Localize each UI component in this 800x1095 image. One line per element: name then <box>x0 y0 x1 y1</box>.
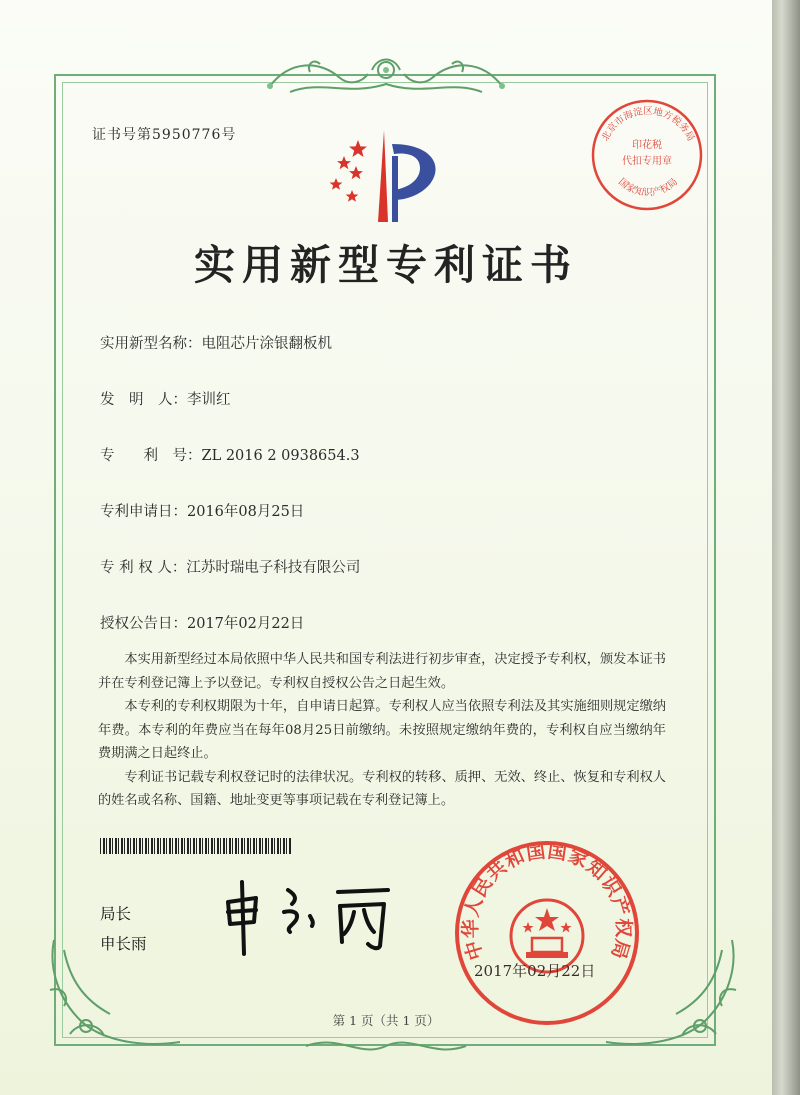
svg-text:北京市海淀区地方税务局 <box>599 105 696 143</box>
field-value: 电阻芯片涂银翻板机 <box>201 336 332 352</box>
field-patentee <box>100 556 360 577</box>
field-utility-model-name <box>100 332 332 353</box>
tax-stamp-lower-text: 国家知识产权局 <box>616 176 680 199</box>
field-grant-date <box>100 612 304 633</box>
field-value: 2017年02月22日 <box>187 616 305 632</box>
field-application-date <box>100 500 304 521</box>
field-label: 发 明 人： <box>100 392 187 408</box>
bottom-center-ornament <box>300 1034 472 1058</box>
field-value: 江苏时瑞电子科技有限公司 <box>186 560 361 576</box>
body-paragraph: 本专利的专利权期限为十年，自申请日起算。专利权人应当依照专利法及其实施细则规定缴纳年费。本专利的年费应当在每年08月25日前缴纳。未按照规定缴纳年费的，专利权自应当缴纳年费期满之日起终止。 <box>98 699 666 761</box>
patent-office-logo <box>322 126 452 226</box>
field-inventor <box>100 388 231 409</box>
seal-arc-text: 中华人民共和国国家知识产权局 <box>459 840 635 963</box>
top-ornament <box>250 52 522 102</box>
tax-stamp-arc-text: 北京市海淀区地方税务局 <box>599 106 697 144</box>
field-value: ZL 2016 2 0938654.3 <box>201 448 360 464</box>
field-label: 专 利 权 人： <box>100 560 187 576</box>
field-label: 实用新型名称： <box>100 336 202 352</box>
director-signature <box>218 876 398 956</box>
field-label: 专利申请日： <box>100 504 187 520</box>
page-number: 第 1 页（共 1 页） <box>332 1013 440 1028</box>
field-label: 授权公告日： <box>100 616 187 632</box>
field-label: 专 利 号： <box>100 448 202 464</box>
page-edge-shadow <box>772 0 800 1095</box>
director-name: 申长雨 <box>100 935 147 953</box>
tax-stamp-line-1: 印花税 <box>632 140 662 151</box>
field-value: 李训红 <box>187 392 231 408</box>
certificate-number: 证书号第5950776号 <box>92 127 237 143</box>
body-paragraph: 本实用新型经过本局依照中华人民共和国专利法进行初步审查，决定授予专利权，颁发本证书并在专利登记簿上予以登记。专利权自授权公告之日起生效。 <box>98 652 666 691</box>
body-paragraph: 专利证书记载专利权登记时的法律状况。专利权的转移、质押、无效、终止、恢复和专利权人的姓名或名称、国籍、地址变更等事项记载在专利登记簿上。 <box>98 769 666 808</box>
official-seal <box>452 838 642 1028</box>
certificate-title: 实用新型专利证书 <box>194 241 578 289</box>
tax-stamp-line-2: 代扣专用章 <box>622 156 672 167</box>
svg-text:国家知识产权局 <box>616 176 680 198</box>
tax-stamp <box>588 96 706 214</box>
field-value: 2016年08月25日 <box>187 504 305 520</box>
seal-date: 2017年02月22日 <box>474 962 596 980</box>
director-title: 局长 <box>100 905 132 923</box>
certificate-body <box>98 648 666 813</box>
barcode <box>100 838 292 854</box>
field-patent-number <box>100 444 360 465</box>
